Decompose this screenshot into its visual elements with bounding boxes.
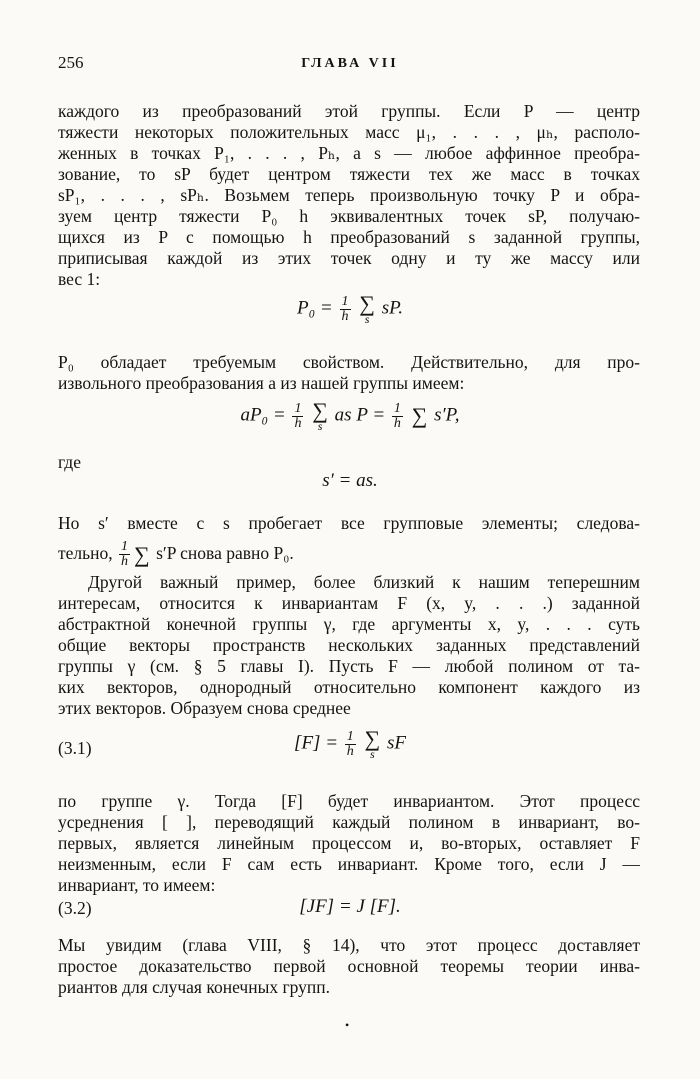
sum-symbol: ∑ s	[364, 726, 381, 761]
text-line: простое доказательство первой основной теоремы теории инва-	[58, 956, 640, 976]
text-line: зуем центр тяжести P₀ h эквивалентных точек sP, получаю-	[58, 206, 640, 226]
fraction-denominator: h	[341, 308, 349, 324]
fraction-denominator: h	[294, 415, 302, 431]
formula-center-of-mass	[0, 293, 700, 325]
sum-symbol: ∑	[411, 403, 428, 428]
fraction-numerator: 1	[294, 400, 302, 416]
fraction	[340, 295, 351, 324]
text-line: тяжести некоторых положительных масс μ₁, . . . , μₕ, располо-	[58, 122, 640, 142]
where-label: где	[58, 452, 81, 472]
sum-subscript: s	[317, 419, 323, 433]
paragraph-2	[58, 352, 640, 394]
text-line: ких векторов, однородный относительно компонент каждого из	[58, 677, 640, 697]
formula-lhs: P₀ =	[296, 297, 333, 319]
text-line: интересам, относится к инвариантам F (x, y, . . .) заданной	[58, 593, 640, 613]
paragraph-3	[58, 513, 640, 570]
text-line: инвариант, то имеем:	[58, 875, 216, 895]
chapter-title: ГЛАВА VII	[301, 56, 399, 71]
paragraph-4	[58, 572, 640, 719]
sum-subscript: s	[364, 312, 370, 326]
text-fragment: тельно,	[58, 543, 113, 563]
fraction-numerator: 1	[341, 293, 349, 309]
equation-label: (3.2)	[58, 898, 92, 918]
formula-rhs: sP.	[381, 297, 404, 319]
formula-average	[0, 728, 700, 760]
fraction-denominator: h	[121, 554, 128, 570]
text-line: приписывая каждой из этих точек одну и ту же массу или	[58, 248, 640, 268]
text-line: группы γ (см. § 5 главы I). Пусть F — любой полином от та-	[58, 656, 640, 676]
fraction	[292, 402, 303, 431]
sum-symbol: ∑ s	[359, 291, 375, 326]
paragraph-6	[58, 935, 640, 998]
text-line: Мы увидим (глава VIII, § 14), что этот процесс доставляет	[58, 935, 640, 955]
formula-rhs: s′P,	[434, 404, 460, 426]
equation-label: (3.1)	[58, 738, 92, 758]
formula-lhs: aP₀ =	[240, 404, 286, 426]
fraction-denominator: h	[393, 415, 401, 431]
text-line: этих векторов. Образуем снова среднее	[58, 698, 351, 718]
text-line: усреднения [ ], переводящий каждый полином в инвариант, во-	[58, 812, 640, 832]
paragraph-5	[58, 791, 640, 896]
text-line: извольного преобразования a из нашей группы имеем:	[58, 373, 465, 393]
paragraph-1	[58, 101, 640, 290]
fraction-numerator: 1	[121, 539, 128, 555]
text-line: каждого из преобразований этой группы. Если P — центр	[58, 101, 640, 121]
text-line: абстрактной конечной группы γ, где аргументы x, y, . . . суть	[58, 614, 640, 634]
fraction-denominator: h	[346, 743, 354, 759]
formula-substitution: s′ = as.	[322, 470, 378, 491]
text-line: женных в точках P₁, . . . , Pₕ, а s — любое аффинное преобра-	[58, 143, 640, 163]
sum-symbol: ∑	[134, 541, 150, 567]
formula-linearity: [JF] = J [F].	[299, 896, 401, 917]
text-fragment: s′P снова равно P₀.	[156, 543, 294, 563]
formula-rhs: sF	[386, 732, 406, 754]
fraction-numerator: 1	[346, 728, 354, 744]
text-line: щихся из P с помощью h преобразований s заданной группы,	[58, 227, 640, 247]
text-line: общие векторы пространств нескольких заданных представлений	[58, 635, 640, 655]
text-line: зование, то sP будет центром тяжести тех же масс в точках	[58, 164, 640, 184]
page-number: 256	[58, 53, 84, 72]
text-line: риантов для случая конечных групп.	[58, 977, 331, 997]
formula-transform	[0, 400, 700, 432]
text-line: неизменным, если F сам есть инвариант. Кроме того, если J —	[58, 854, 640, 874]
formula-lhs: [F] =	[294, 732, 339, 754]
text-line: Но s′ вместе с s пробегает все групповые элементы; следова-	[58, 513, 640, 533]
fraction-numerator: 1	[393, 400, 401, 416]
text-line: вес 1:	[58, 269, 101, 289]
text-line: по группе γ. Тогда [F] будет инвариантом. Этот процесс	[58, 791, 640, 811]
sum-symbol: ∑ s	[312, 398, 328, 433]
fraction	[119, 540, 130, 569]
fraction	[345, 730, 356, 759]
text-line	[58, 536, 640, 570]
footer-mark: •	[345, 1018, 350, 1032]
text-line: sP₁, . . . , sPₕ. Возьмем теперь произвольную точку P и обра-	[58, 185, 640, 205]
text-line: первых, является линейным процессом и, во-вторых, оставляет F	[58, 833, 640, 853]
text-line: P₀ обладает требуемым свойством. Действительно, для про-	[58, 352, 640, 372]
formula-middle: as P =	[334, 404, 386, 426]
fraction	[392, 402, 403, 431]
sum-subscript: s	[370, 747, 375, 761]
text-line: Другой важный пример, более близкий к нашим теперешним	[88, 572, 640, 592]
